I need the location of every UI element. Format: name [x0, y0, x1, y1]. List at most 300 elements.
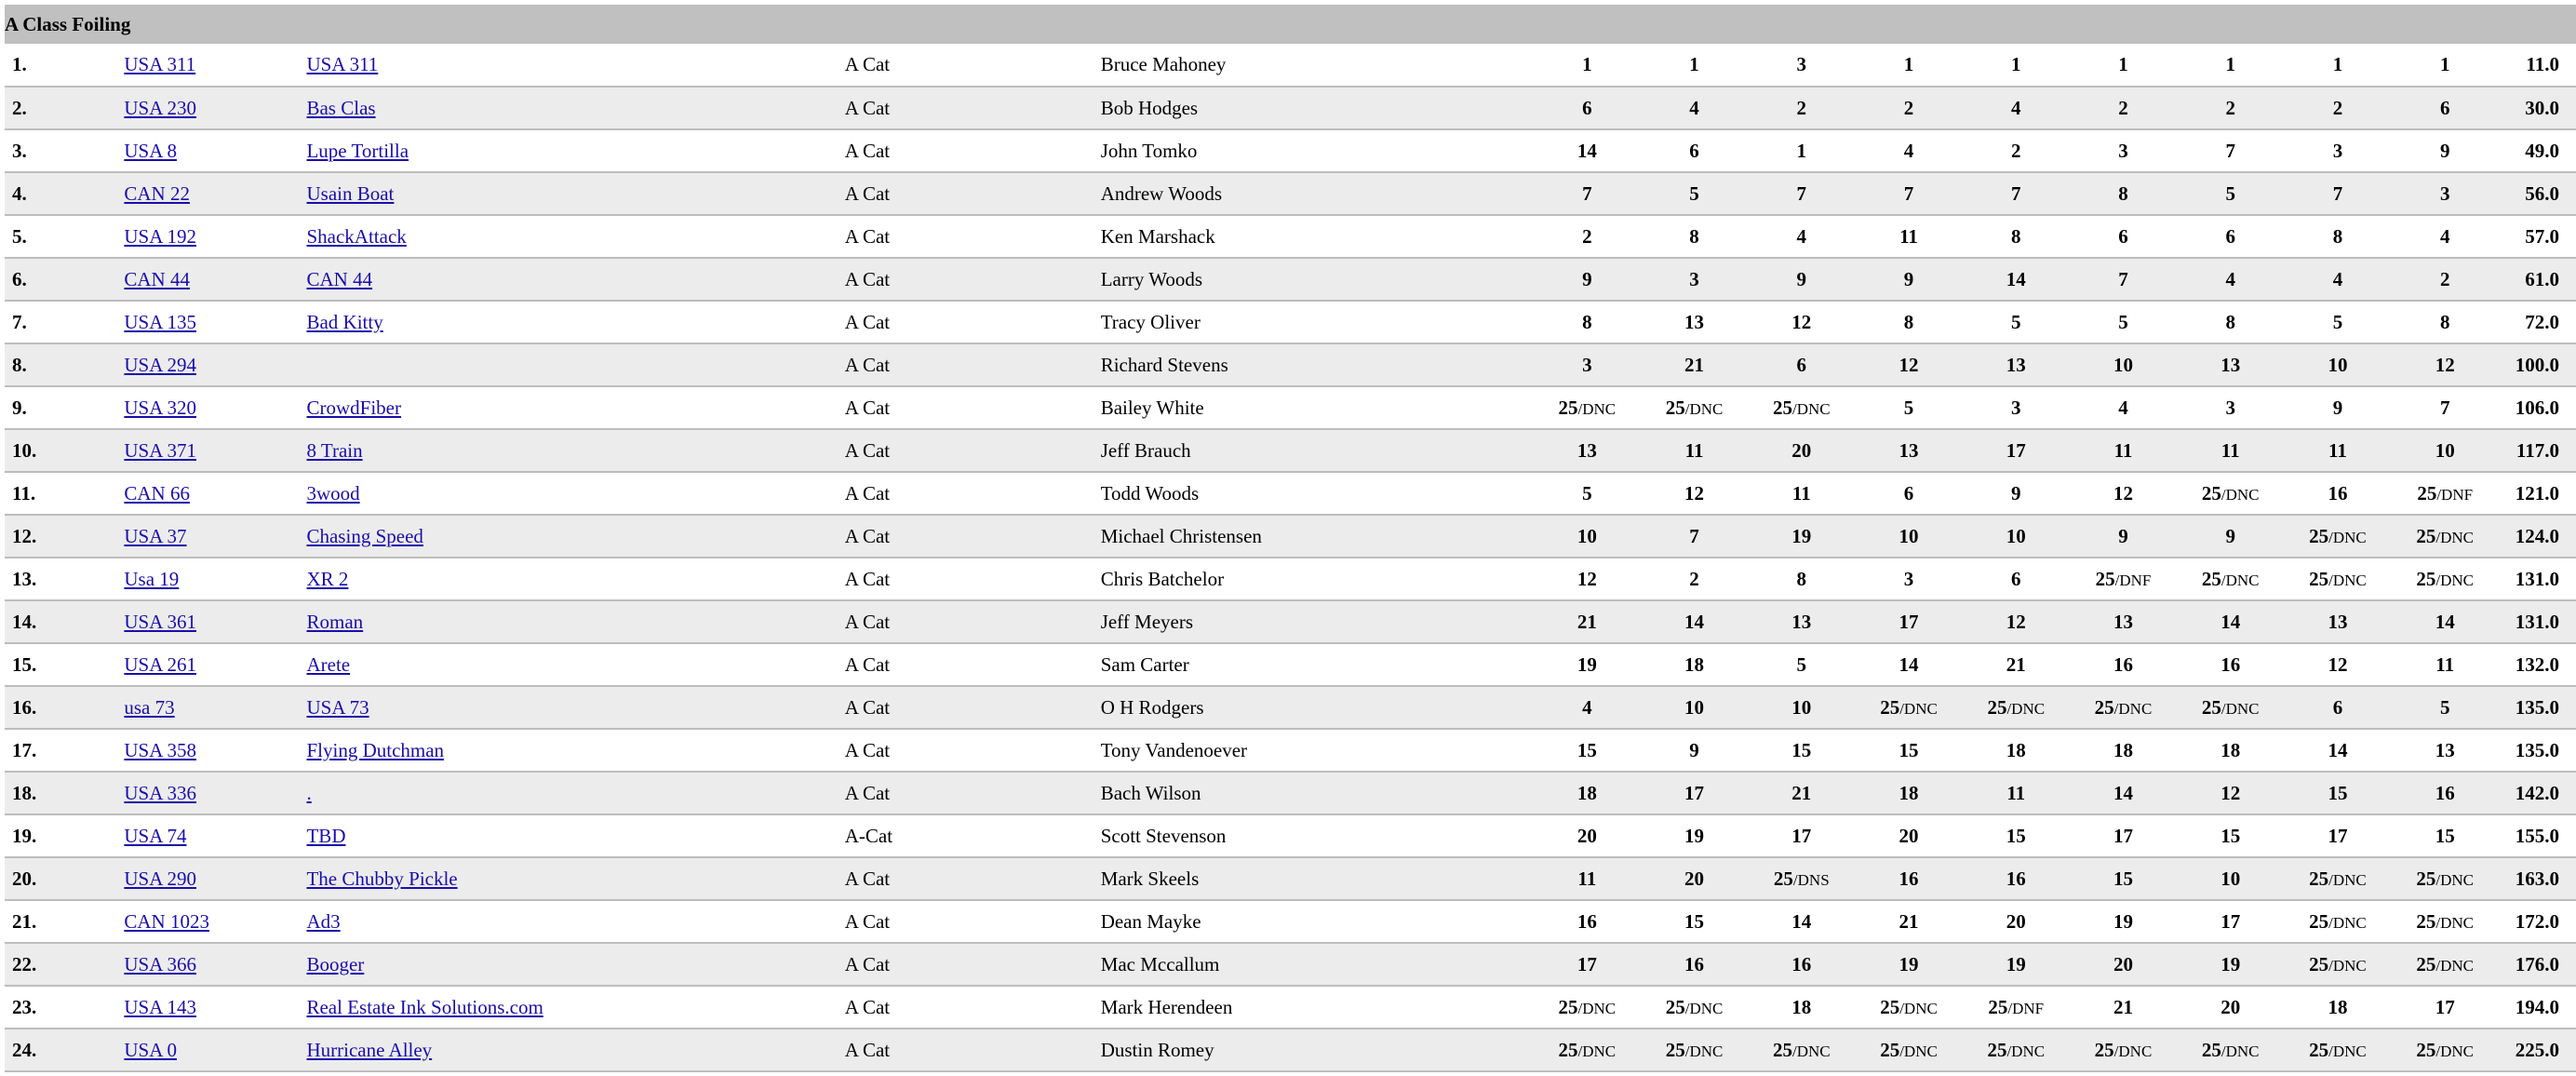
race-points: 9 [1582, 267, 1592, 290]
table-row [5, 343, 2576, 386]
race-score-cell [1748, 686, 1855, 729]
race-score-cell [1963, 686, 2070, 729]
race-points: 15 [2006, 824, 2026, 847]
boat-name-link[interactable]: 8 Train [306, 438, 363, 462]
race-points: 5 [2225, 182, 2235, 205]
race-points: 15 [2220, 824, 2241, 847]
boat-name-cell [306, 44, 844, 87]
race-points: 12 [2328, 652, 2348, 676]
skipper-cell: Mac Mccallum [1101, 943, 1534, 986]
sail-number-cell [124, 1029, 306, 1071]
boat-name-cell [306, 472, 844, 515]
race-points: 18 [2006, 738, 2026, 761]
table-row [5, 900, 2576, 943]
boat-name-cell [306, 129, 844, 172]
race-score-cell [2177, 215, 2284, 258]
sail-number-link[interactable]: USA 0 [124, 1038, 177, 1061]
race-points: 15 [2435, 824, 2455, 847]
sail-number-link[interactable]: USA 261 [124, 652, 196, 676]
table-row [5, 129, 2576, 172]
boat-name-link[interactable]: 3wood [306, 481, 360, 504]
race-points: 10 [1898, 524, 1919, 547]
race-score-cell [2070, 814, 2177, 857]
race-points: 11 [1684, 438, 1704, 462]
race-penalty-code: /DNC [2006, 1042, 2046, 1060]
race-score-cell [2392, 814, 2499, 857]
race-score-cell [1855, 343, 1962, 386]
race-penalty-code: /DNC [1899, 699, 1938, 718]
boat-name-link[interactable]: Hurricane Alley [306, 1038, 433, 1061]
sail-number-cell [124, 386, 306, 429]
boat-name-cell [306, 301, 844, 343]
race-points: 4 [2011, 96, 2021, 119]
sail-number-link[interactable]: CAN 22 [124, 182, 190, 205]
skipper-cell: Ken Marshack [1101, 215, 1534, 258]
boat-name-link[interactable]: Usain Boat [306, 182, 395, 205]
class-cell: A Cat [845, 258, 1101, 301]
boat-name-cell [306, 943, 844, 986]
skipper-cell: Richard Stevens [1101, 343, 1534, 386]
sail-number-link[interactable]: USA 230 [124, 96, 196, 119]
rank-cell: 15. [5, 643, 124, 686]
race-points: 21 [2006, 652, 2026, 676]
race-points: 25 [1665, 995, 1685, 1018]
race-score-cell [1641, 558, 1748, 600]
boat-name-link[interactable]: ShackAttack [306, 224, 407, 248]
skipper-cell: Mark Skeels [1101, 857, 1534, 900]
race-score-cell [2284, 87, 2391, 129]
race-score-cell [1748, 172, 1855, 215]
race-score-cell [2070, 515, 2177, 558]
boat-name-link[interactable]: Bad Kitty [306, 310, 383, 333]
race-score-cell [1534, 258, 1641, 301]
race-score-cell [1534, 44, 1641, 87]
race-points: 9 [2439, 139, 2450, 162]
race-score-cell [1855, 301, 1962, 343]
race-points: 11 [2435, 652, 2455, 676]
race-score-cell [2070, 1029, 2177, 1071]
boat-name-link[interactable]: Flying Dutchman [306, 738, 445, 761]
sail-number-cell [124, 215, 306, 258]
race-points: 12 [1791, 310, 1812, 333]
race-points: 15 [1684, 909, 1705, 933]
race-score-cell [2392, 857, 2499, 900]
class-cell: A Cat [845, 900, 1101, 943]
race-penalty-code: /DNC [2220, 699, 2260, 718]
boat-name-cell [306, 386, 844, 429]
race-points: 7 [2332, 182, 2343, 205]
race-score-cell [2070, 215, 2177, 258]
race-score-cell [1748, 215, 1855, 258]
boat-name-link[interactable]: Roman [306, 610, 364, 633]
race-score-cell [2284, 558, 2391, 600]
race-score-cell [1963, 943, 2070, 986]
sail-number-link[interactable]: USA 135 [124, 310, 196, 333]
sail-number-cell [124, 129, 306, 172]
skipper-cell: Bruce Mahoney [1101, 44, 1534, 87]
sail-number-link[interactable]: USA 358 [124, 738, 196, 761]
race-points: 9 [1796, 267, 1807, 290]
race-score-cell [1641, 44, 1748, 87]
race-points: 19 [2006, 952, 2026, 975]
race-points: 3 [2225, 396, 2235, 419]
race-points: 20 [2220, 995, 2241, 1018]
race-points: 8 [1582, 310, 1592, 333]
skipper-cell: Tracy Oliver [1101, 301, 1534, 343]
race-points: 8 [1689, 224, 1699, 248]
race-points: 25 [1880, 1038, 1900, 1061]
table-row [5, 172, 2576, 215]
sail-number-link[interactable]: USA 361 [124, 610, 196, 633]
rank-cell: 10. [5, 429, 124, 472]
rank-cell: 11. [5, 472, 124, 515]
race-score-cell [1748, 558, 1855, 600]
race-score-cell [2284, 943, 2391, 986]
race-points: 25 [1558, 1038, 1578, 1061]
race-points: 6 [1689, 139, 1699, 162]
class-cell: A Cat [845, 558, 1101, 600]
race-score-cell [1855, 1029, 1962, 1071]
race-points: 5 [1582, 481, 1592, 504]
class-cell: A Cat [845, 686, 1101, 729]
race-score-cell [1641, 814, 1748, 857]
skipper-cell: Jeff Meyers [1101, 600, 1534, 643]
sail-number-link[interactable]: USA 336 [124, 781, 196, 804]
race-score-cell [1855, 44, 1962, 87]
boat-name-link[interactable]: Real Estate Ink Solutions.com [306, 995, 543, 1018]
race-score-cell [2070, 87, 2177, 129]
race-penalty-code: /DNC [1577, 399, 1617, 418]
race-points: 16 [1576, 909, 1597, 933]
boat-name-link[interactable]: USA 311 [306, 53, 379, 75]
skipper-cell: John Tomko [1101, 129, 1534, 172]
race-points: 18 [2113, 738, 2133, 761]
race-penalty-code: /DNC [2328, 913, 2367, 932]
race-penalty-code: /DNC [2328, 1042, 2367, 1060]
race-points: 25 [1558, 396, 1578, 419]
race-penalty-code: /DNC [1899, 999, 1938, 1017]
skipper-cell: Scott Stevenson [1101, 814, 1534, 857]
race-points: 7 [2439, 396, 2450, 419]
race-points: 16 [2006, 867, 2026, 890]
sail-number-link[interactable]: USA 37 [124, 524, 187, 547]
total-points-cell: 176.0 [2499, 943, 2576, 986]
boat-name-cell [306, 429, 844, 472]
boat-name-cell [306, 686, 844, 729]
race-points: 20 [2006, 909, 2026, 933]
race-points: 21 [2113, 995, 2133, 1018]
race-points: 18 [2328, 995, 2348, 1018]
sail-number-link[interactable]: USA 143 [124, 995, 196, 1018]
race-points: 4 [1689, 96, 1699, 119]
race-penalty-code: /DNC [1684, 399, 1724, 418]
race-points: 25 [2416, 867, 2436, 890]
class-cell: A Cat [845, 643, 1101, 686]
boat-name-link[interactable]: Booger [306, 952, 365, 975]
boat-name-link[interactable]: USA 73 [306, 695, 369, 719]
race-score-cell [1963, 857, 2070, 900]
boat-name-link[interactable]: Lupe Tortilla [306, 139, 409, 162]
race-score-cell [1641, 1029, 1748, 1071]
class-cell: A Cat [845, 772, 1101, 814]
sail-number-link[interactable]: Usa 19 [124, 567, 180, 590]
boat-name-link[interactable]: Chasing Speed [306, 524, 423, 547]
race-points: 4 [1796, 224, 1807, 248]
race-points: 25 [2416, 952, 2436, 975]
class-cell: A Cat [845, 386, 1101, 429]
race-points: 16 [1898, 867, 1919, 890]
class-cell: A Cat [845, 857, 1101, 900]
race-score-cell [2284, 472, 2391, 515]
race-points: 18 [1684, 652, 1705, 676]
race-score-cell [1855, 558, 1962, 600]
sail-number-link[interactable]: USA 320 [124, 396, 196, 419]
race-points: 18 [1576, 781, 1597, 804]
sail-number-cell [124, 686, 306, 729]
table-row [5, 986, 2576, 1029]
race-points: 25 [2416, 1038, 2436, 1061]
boat-name-link[interactable]: CAN 44 [306, 267, 373, 290]
results-title-row [5, 5, 2576, 44]
total-points-cell: 30.0 [2499, 87, 2576, 129]
fleet-title: A Class Foiling [5, 5, 2576, 44]
total-points-cell: 121.0 [2499, 472, 2576, 515]
race-points: 13 [1684, 310, 1705, 333]
table-row [5, 429, 2576, 472]
race-points: 25 [2094, 1038, 2114, 1061]
race-points: 12 [2113, 481, 2133, 504]
boat-name-link[interactable]: . [306, 781, 312, 804]
race-points: 2 [2118, 96, 2128, 119]
sail-number-cell [124, 772, 306, 814]
race-score-cell [1534, 472, 1641, 515]
race-score-cell [2284, 900, 2391, 943]
rank-cell: 4. [5, 172, 124, 215]
race-score-cell [2070, 600, 2177, 643]
race-penalty-code: /DNC [1577, 999, 1617, 1017]
sail-number-link[interactable]: USA 74 [124, 824, 187, 847]
skipper-cell: Dustin Romey [1101, 1029, 1534, 1071]
race-points: 19 [1791, 524, 1812, 547]
race-score-cell [1534, 172, 1641, 215]
race-score-cell [1963, 343, 2070, 386]
boat-name-cell [306, 772, 844, 814]
race-score-cell [1641, 343, 1748, 386]
race-score-cell [2070, 558, 2177, 600]
race-score-cell [1963, 515, 2070, 558]
race-score-cell [1534, 215, 1641, 258]
race-points: 2 [1796, 96, 1807, 119]
sail-number-link[interactable]: USA 366 [124, 952, 196, 975]
race-score-cell [1855, 943, 1962, 986]
skipper-cell: Bach Wilson [1101, 772, 1534, 814]
skipper-cell: Bailey White [1101, 386, 1534, 429]
boat-name-link[interactable]: TBD [306, 824, 346, 847]
race-points: 4 [2439, 224, 2450, 248]
boat-name-link[interactable]: The Chubby Pickle [306, 867, 458, 890]
race-points: 4 [2225, 267, 2235, 290]
race-score-cell [1963, 386, 2070, 429]
class-cell: A Cat [845, 429, 1101, 472]
race-score-cell [2392, 600, 2499, 643]
table-row [5, 857, 2576, 900]
race-score-cell [1963, 900, 2070, 943]
race-score-cell [2070, 943, 2177, 986]
sail-number-cell [124, 814, 306, 857]
race-score-cell [1641, 943, 1748, 986]
rank-cell: 3. [5, 129, 124, 172]
race-penalty-code: /DNF [2436, 485, 2474, 504]
total-points-cell: 57.0 [2499, 215, 2576, 258]
sail-number-link[interactable]: USA 311 [124, 53, 196, 75]
race-points: 21 [1791, 781, 1812, 804]
race-score-cell [1748, 258, 1855, 301]
race-points: 16 [2435, 781, 2455, 804]
race-points: 13 [1791, 610, 1812, 633]
race-points: 10 [1791, 695, 1812, 719]
race-score-cell [2284, 772, 2391, 814]
sail-number-cell [124, 515, 306, 558]
race-score-cell [2177, 515, 2284, 558]
race-penalty-code: /DNC [1684, 1042, 1724, 1060]
race-score-cell [2392, 943, 2499, 986]
race-points: 25 [2416, 909, 2436, 933]
rank-cell: 23. [5, 986, 124, 1029]
rank-cell: 16. [5, 686, 124, 729]
race-points: 3 [2011, 396, 2021, 419]
table-row [5, 215, 2576, 258]
race-score-cell [2177, 686, 2284, 729]
race-points: 11 [1899, 224, 1918, 248]
total-points-cell: 194.0 [2499, 986, 2576, 1029]
sail-number-link[interactable]: USA 8 [124, 139, 177, 162]
class-cell: A Cat [845, 129, 1101, 172]
race-points: 15 [1576, 738, 1597, 761]
race-score-cell [2070, 643, 2177, 686]
skipper-cell: Jeff Brauch [1101, 429, 1534, 472]
race-points: 3 [1689, 267, 1699, 290]
race-penalty-code: /DNC [1899, 1042, 1938, 1060]
race-score-cell [2284, 129, 2391, 172]
race-points: 7 [2011, 182, 2021, 205]
race-points: 13 [2220, 353, 2241, 376]
race-score-cell [1748, 986, 1855, 1029]
race-penalty-code: /DNC [2435, 956, 2474, 975]
sail-number-link[interactable]: USA 192 [124, 224, 196, 248]
race-points: 9 [1689, 738, 1699, 761]
race-points: 25 [2201, 567, 2221, 590]
sail-number-link[interactable]: USA 294 [124, 353, 196, 376]
sail-number-cell [124, 900, 306, 943]
race-points: 6 [1903, 481, 1914, 504]
total-points-cell: 131.0 [2499, 600, 2576, 643]
sail-number-link[interactable]: usa 73 [124, 695, 175, 719]
race-points: 13 [2435, 738, 2455, 761]
sail-number-cell [124, 943, 306, 986]
total-points-cell: 106.0 [2499, 386, 2576, 429]
race-score-cell [2392, 429, 2499, 472]
race-score-cell [1855, 643, 1962, 686]
table-row [5, 472, 2576, 515]
rank-cell: 1. [5, 44, 124, 87]
race-points: 2 [1689, 567, 1699, 590]
race-points: 18 [1898, 781, 1919, 804]
race-score-cell [2392, 986, 2499, 1029]
race-score-cell [1534, 729, 1641, 772]
sail-number-link[interactable]: USA 290 [124, 867, 196, 890]
boat-name-link[interactable]: Arete [306, 652, 351, 676]
race-points: 19 [2220, 952, 2241, 975]
race-points: 1 [1796, 139, 1807, 162]
race-points: 9 [2225, 524, 2235, 547]
total-points-cell: 135.0 [2499, 686, 2576, 729]
race-score-cell [2070, 343, 2177, 386]
race-points: 5 [1796, 652, 1807, 676]
race-score-cell [1963, 215, 2070, 258]
race-points: 6 [1796, 353, 1807, 376]
race-score-cell [1963, 472, 2070, 515]
race-score-cell [2392, 386, 2499, 429]
race-points: 25 [2309, 867, 2329, 890]
total-points-cell: 56.0 [2499, 172, 2576, 215]
race-points: 8 [2011, 224, 2021, 248]
sail-number-cell [124, 258, 306, 301]
race-points: 17 [2006, 438, 2026, 462]
race-penalty-code: /DNC [2220, 571, 2260, 589]
boat-name-cell [306, 515, 844, 558]
race-score-cell [1963, 558, 2070, 600]
boat-name-link[interactable]: XR 2 [306, 567, 349, 590]
race-score-cell [1748, 814, 1855, 857]
boat-name-link[interactable]: Ad3 [306, 909, 341, 933]
race-score-cell [2070, 301, 2177, 343]
sail-number-link[interactable]: CAN 66 [124, 481, 190, 504]
race-points: 17 [1791, 824, 1812, 847]
race-penalty-code: /DNC [1577, 1042, 1617, 1060]
race-score-cell [1855, 900, 1962, 943]
race-points: 13 [2006, 353, 2026, 376]
race-score-cell [2177, 558, 2284, 600]
class-cell: A Cat [845, 215, 1101, 258]
total-points-cell: 72.0 [2499, 301, 2576, 343]
race-score-cell [2177, 600, 2284, 643]
race-score-cell [2392, 301, 2499, 343]
race-points: 11 [1791, 481, 1811, 504]
race-score-cell [1855, 857, 1962, 900]
sail-number-link[interactable]: USA 371 [124, 438, 196, 462]
race-score-cell [2392, 729, 2499, 772]
sail-number-link[interactable]: CAN 1023 [124, 909, 209, 933]
class-cell: A Cat [845, 44, 1101, 87]
race-points: 11 [1577, 867, 1597, 890]
race-score-cell [1748, 515, 1855, 558]
race-points: 4 [2332, 267, 2343, 290]
race-score-cell [2070, 857, 2177, 900]
race-score-cell [2177, 343, 2284, 386]
boat-name-link[interactable]: Bas Clas [306, 96, 376, 119]
race-penalty-code: /DNC [2328, 528, 2367, 546]
race-score-cell [1963, 44, 2070, 87]
sail-number-cell [124, 429, 306, 472]
race-points: 14 [2435, 610, 2455, 633]
race-score-cell [1855, 258, 1962, 301]
boat-name-link[interactable]: CrowdFiber [306, 396, 401, 419]
total-points-cell: 49.0 [2499, 129, 2576, 172]
sail-number-link[interactable]: CAN 44 [124, 267, 190, 290]
race-points: 6 [2011, 567, 2021, 590]
race-points: 25 [2309, 1038, 2329, 1061]
race-points: 16 [2220, 652, 2241, 676]
